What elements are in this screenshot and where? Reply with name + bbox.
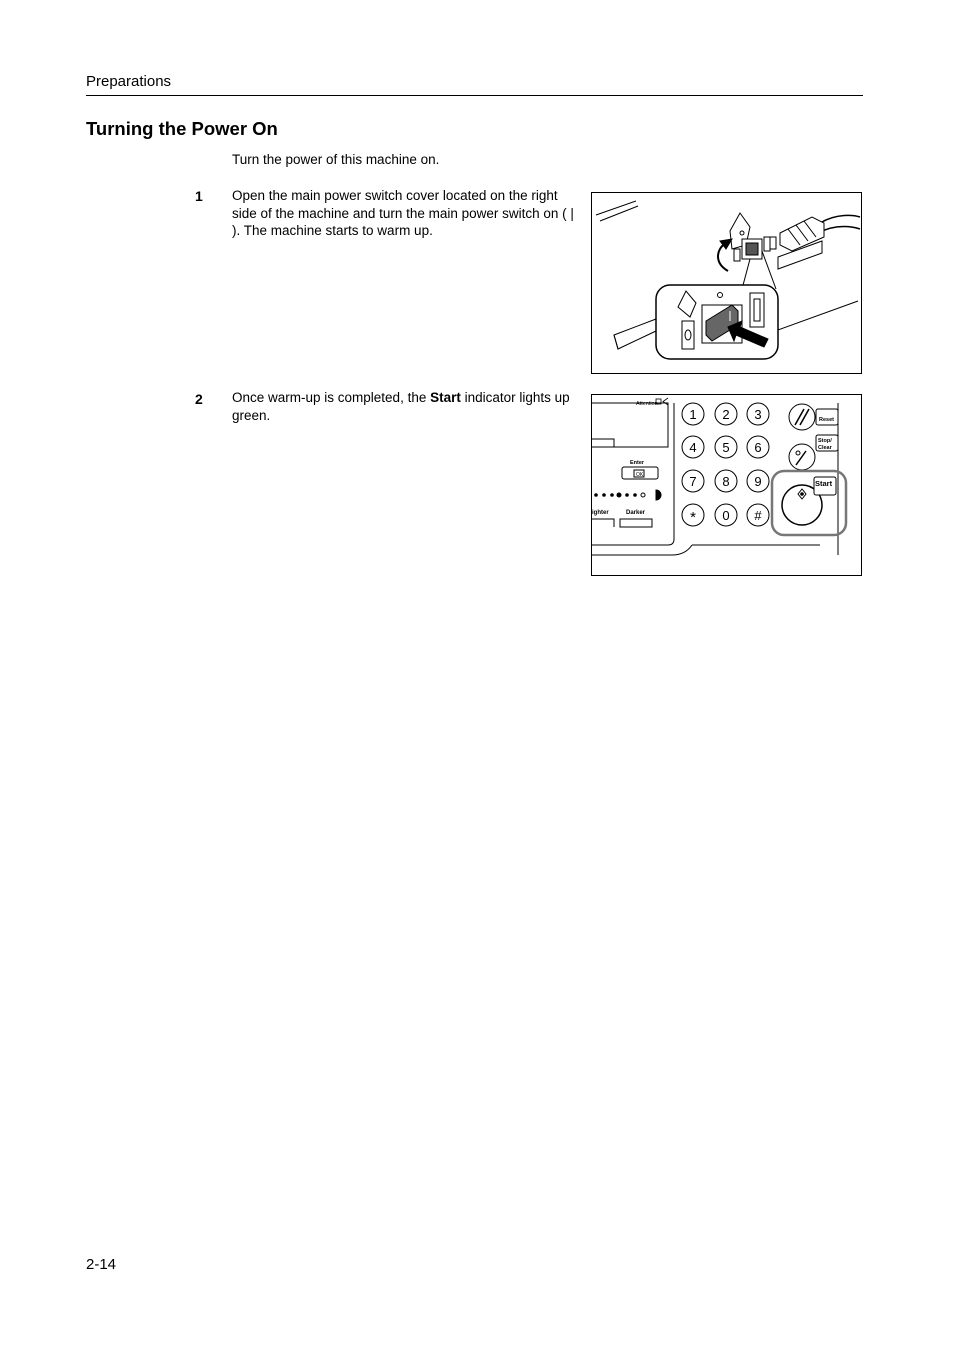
key-hash: # — [754, 508, 762, 523]
power-switch-drawing — [592, 193, 861, 373]
reset-label: Reset — [819, 417, 834, 423]
stop-clear-label-line1: Stop/ — [818, 438, 832, 444]
section-title: Turning the Power On — [86, 118, 278, 139]
page-number: 2-14 — [86, 1256, 117, 1273]
step-2-number: 2 — [195, 391, 203, 407]
step-2-text — [232, 389, 582, 424]
running-header: Preparations — [86, 73, 172, 90]
stop-clear-label-line2: Clear — [818, 445, 832, 451]
step-2-text-before: Once warm-up is completed, the — [232, 390, 431, 405]
key-0: 0 — [722, 508, 730, 523]
key-4: 4 — [689, 440, 697, 455]
attention-label: Attention — [636, 401, 658, 407]
enter-key-label: OK — [636, 472, 644, 478]
start-label: Start — [815, 479, 833, 488]
darker-label: Darker — [626, 510, 646, 516]
key-7: 7 — [689, 474, 697, 489]
lighter-label: ighter — [592, 510, 609, 516]
key-1: 1 — [689, 407, 697, 422]
key-9: 9 — [754, 474, 762, 489]
header-rule — [86, 95, 863, 96]
key-6: 6 — [754, 440, 762, 455]
start-indicator-label: Start — [430, 390, 461, 405]
key-5: 5 — [722, 440, 730, 455]
enter-label: Enter — [630, 460, 645, 466]
operation-panel-illustration — [591, 394, 862, 576]
key-2: 2 — [722, 407, 730, 422]
key-asterisk: * — [690, 509, 696, 526]
operation-panel-drawing — [592, 395, 861, 575]
intro-text: Turn the power of this machine on. — [232, 152, 440, 167]
power-switch-illustration — [591, 192, 862, 374]
key-8: 8 — [722, 474, 730, 489]
step-2-text-after: indicator lights up green. — [232, 390, 570, 423]
step-1-text: Open the main power switch cover located on the right side of the machine and turn the main power switch on ( | ). The machine starts to warm up. — [232, 188, 574, 238]
key-3: 3 — [754, 407, 762, 422]
step-1-number: 1 — [195, 188, 203, 204]
